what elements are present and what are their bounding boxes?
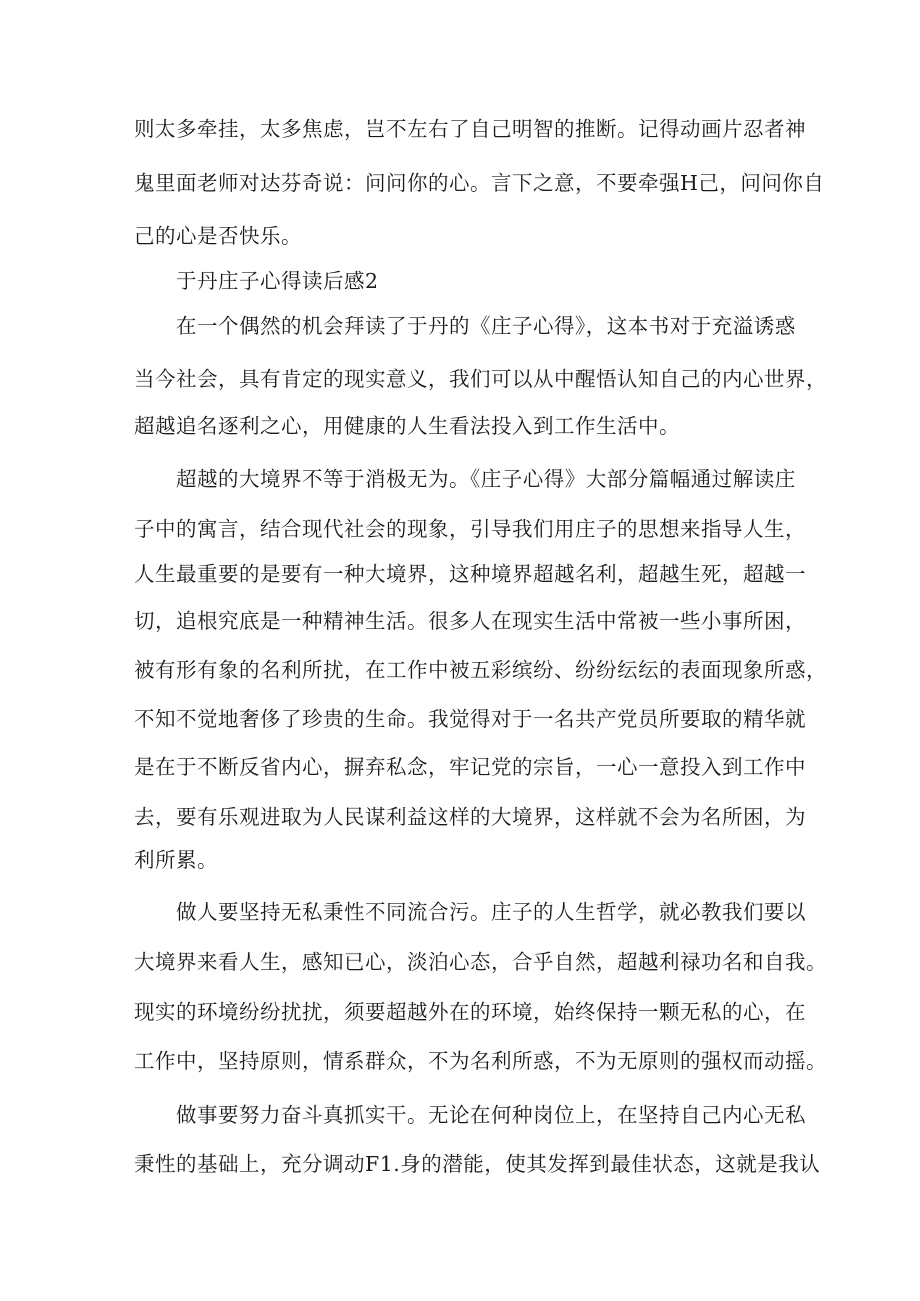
text-line: 人生最重要的是要有一种大境界，这种境界超越名利，超越生死，超越一 xyxy=(134,562,806,586)
text-line: 是在于不断反省内心，摒弃私念，牢记党的宗旨，一心一意投入到工作中 xyxy=(134,755,806,779)
text-line: 鬼里面老师对达芬奇说：问问你的心。言下之意，不要牵强H己，问问你自 xyxy=(134,171,825,195)
text-line: 不知不觉地奢侈了珍贵的生命。我觉得对于一名共产党员所要取的精华就 xyxy=(134,707,806,731)
text-line: 秉性的基础上，充分调动F1.身的潜能，使其发挥到最佳状态，这就是我认 xyxy=(134,1152,821,1176)
text-line: 做人要坚持无私秉性不同流合污。庄子的人生哲学，就必教我们要以 xyxy=(176,900,806,924)
text-line: 超越追名逐利之心，用健康的人生看法投入到工作生活中。 xyxy=(134,414,680,438)
text-line: 现实的环境纷纷扰扰，须要超越外在的环境，始终保持一颗无私的心，在 xyxy=(134,1000,806,1024)
text-line: 做事要努力奋斗真抓实干。无论在何种岗位上，在坚持自己内心无私 xyxy=(176,1103,806,1127)
text-line: 己的心是否快乐。 xyxy=(134,224,302,248)
text-line: 工作中，坚持原则，情系群众，不为名利所惑，不为无原则的强权而动摇。 xyxy=(134,1049,827,1073)
text-line: 子中的寓言，结合现代社会的现象，引导我们用庄子的思想来指导人生， xyxy=(134,517,806,541)
text-line: 超越的大境界不等于消极无为。《庄子心得》大部分篇幅通过解读庄 xyxy=(176,467,796,491)
text-line: 大境界来看人生，感知已心，淡泊心态，合乎自然，超越利禄功名和自我。 xyxy=(134,950,827,974)
text-line: 则太多牵挂，太多焦虑，岂不左右了自己明智的推断。记得动画片忍者神 xyxy=(134,117,806,141)
text-line: 在一个偶然的机会拜读了于丹的《庄子心得》，这本书对于充溢诱惑 xyxy=(176,314,796,338)
text-line: 利所累。 xyxy=(134,848,218,872)
section-heading: 于丹庄子心得读后感2 xyxy=(176,269,379,293)
text-line: 切，追根究底是一种精神生活。很多人在现实生活中常被一些小事所困， xyxy=(134,609,806,633)
text-line: 当今社会，具有肯定的现实意义，我们可以从中醒悟认知自己的内心世界， xyxy=(134,367,827,391)
text-line: 被有形有象的名利所扰，在工作中被五彩缤纷、纷纷纭纭的表面现象所惑， xyxy=(134,658,827,682)
text-line: 去，要有乐观进取为人民谋利益这样的大境界，这样就不会为名所困，为 xyxy=(134,805,806,829)
